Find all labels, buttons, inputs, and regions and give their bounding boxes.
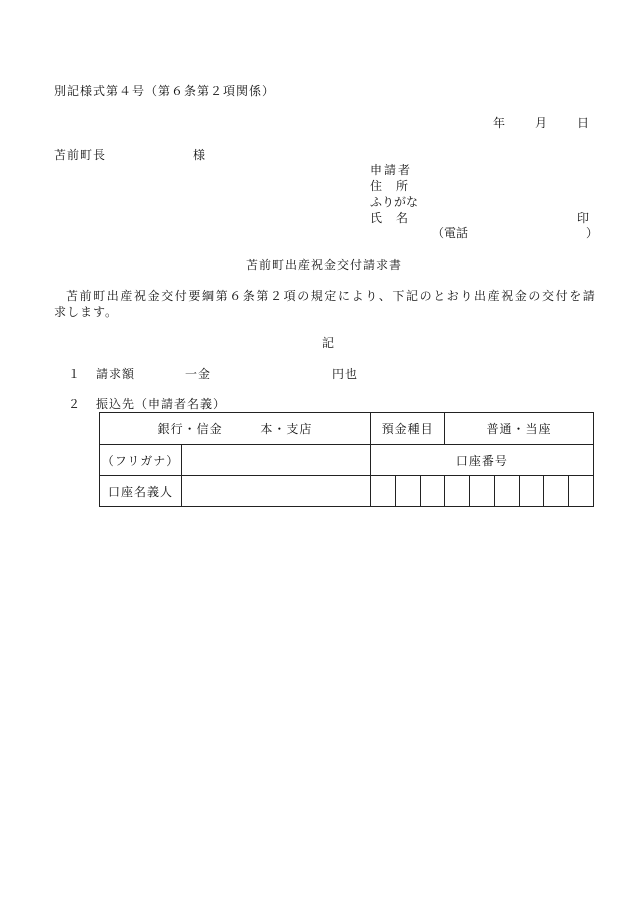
table-row [100, 445, 594, 476]
account-digit-cell[interactable] [371, 476, 396, 507]
item1-label: 請求額 [96, 367, 136, 381]
branch-label: 本・支店 [260, 422, 313, 436]
name-label: 氏 名 [370, 211, 410, 225]
item1-suffix: 円也 [332, 367, 359, 381]
deposit-type-value: 普通・当座 [445, 413, 594, 445]
account-holder-value-cell[interactable] [182, 476, 371, 507]
account-number-label: 口座番号 [371, 445, 594, 476]
furigana-label: ふりがな [370, 195, 419, 209]
phone-open: （電話 [432, 226, 469, 240]
table-row [100, 476, 594, 507]
addressee-honorific: 様 [193, 148, 206, 162]
account-digit-cell[interactable] [420, 476, 445, 507]
phone-close: ） [585, 226, 598, 240]
furigana-cell: （フリガナ） [100, 445, 182, 476]
date-day: 日 [577, 116, 590, 130]
bank-label: 銀行・信金 [157, 422, 223, 436]
item1-prefix: 一金 [185, 367, 212, 381]
account-digit-cell[interactable] [470, 476, 495, 507]
deposit-type-label: 預金種目 [371, 413, 445, 445]
account-holder-label: 口座名義人 [100, 476, 182, 507]
item2-label: 振込先（申請者名義） [96, 397, 227, 411]
form-label: 別記様式第４号（第６条第２項関係） [54, 84, 276, 98]
bank-branch-cell [100, 413, 371, 445]
table-row [100, 413, 594, 445]
phone-field [432, 226, 598, 240]
account-digit-cell[interactable] [445, 476, 470, 507]
date-month: 月 [535, 116, 548, 130]
addressee-name: 苫前町長 [54, 148, 107, 162]
item1-number: １ [68, 367, 81, 381]
account-digit-cell[interactable] [569, 476, 594, 507]
body-line-1: 苫前町出産祝金交付要綱第６条第２項の規定により、下記のとおり出産祝金の交付を請 [66, 289, 597, 303]
account-digit-cell[interactable] [544, 476, 569, 507]
address-label: 住 所 [370, 179, 410, 193]
account-digit-cell[interactable] [395, 476, 420, 507]
account-digit-cell[interactable] [519, 476, 544, 507]
seal-mark: 印 [577, 211, 590, 225]
account-table [99, 412, 594, 507]
document-title: 苫前町出産祝金交付請求書 [246, 258, 403, 272]
body-line-2: 求します。 [54, 305, 119, 319]
ki-heading: 記 [322, 336, 335, 350]
furigana-value-cell[interactable] [182, 445, 371, 476]
item2-number: ２ [68, 397, 81, 411]
date-year: 年 [493, 116, 506, 130]
applicant-heading: 申請者 [370, 163, 413, 177]
account-digit-cell[interactable] [494, 476, 519, 507]
